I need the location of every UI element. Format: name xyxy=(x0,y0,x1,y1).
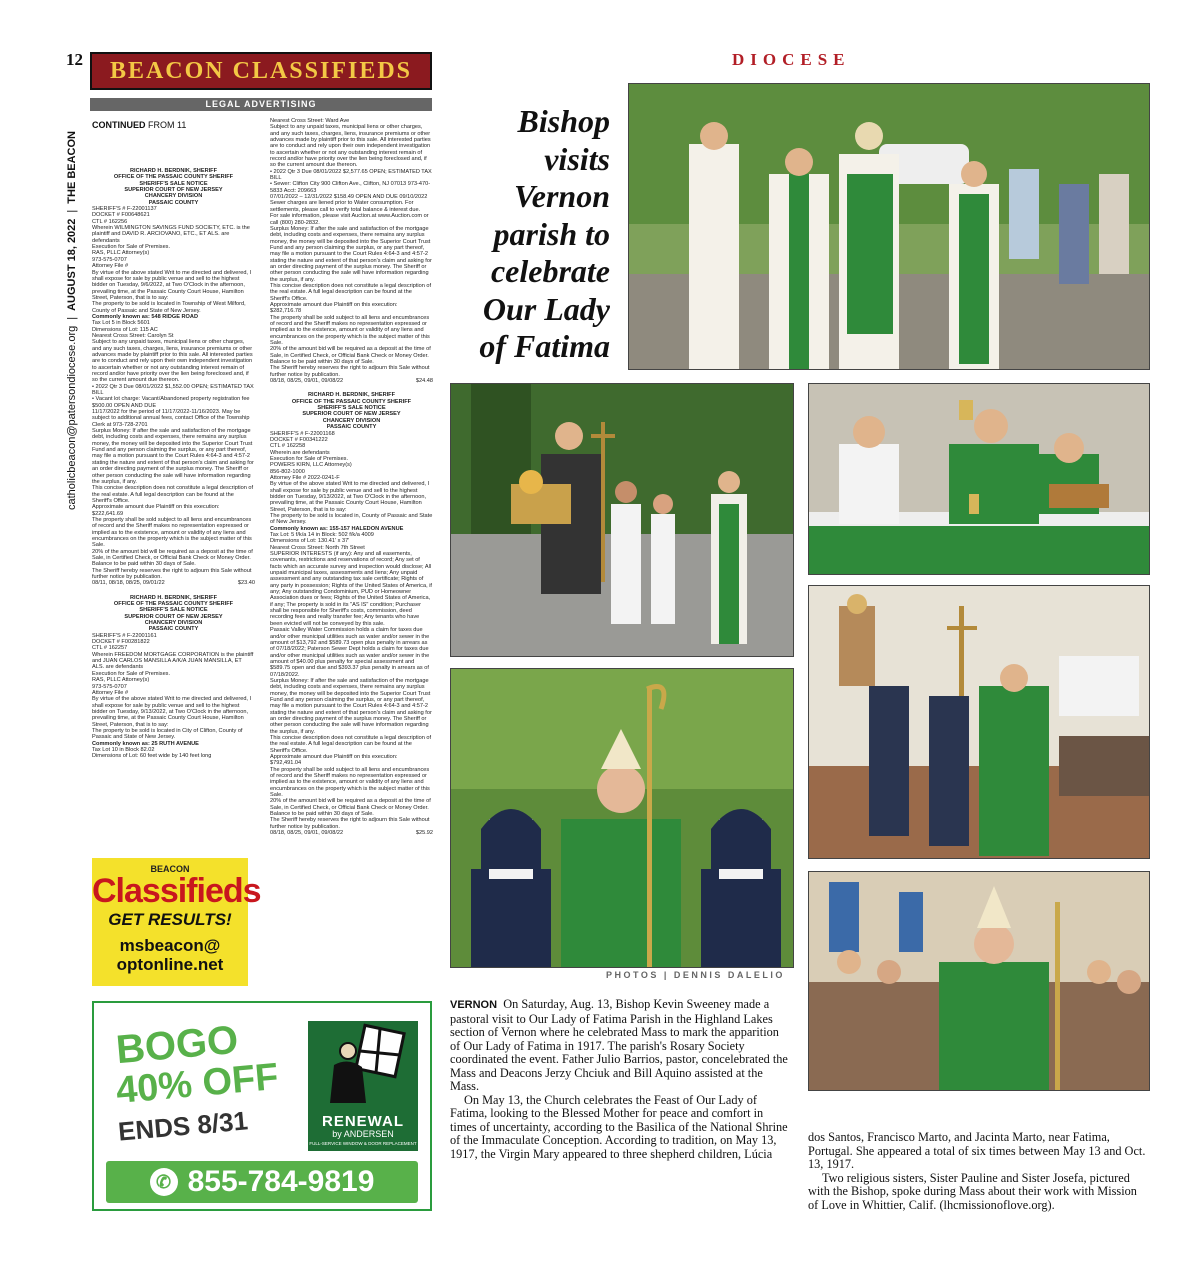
notice-heading-line: SHERIFF'S SALE NOTICE xyxy=(139,607,208,614)
article-headline xyxy=(470,103,610,366)
email-part-2: optonline.net xyxy=(116,955,224,974)
notice-line: 856-802-1000 xyxy=(270,468,305,475)
notice-line: This concise description does not constitute a legal description of the real estate. A full legal description can be found at the Sheriff's Office. xyxy=(92,485,254,504)
legal-column-1 xyxy=(92,168,255,848)
headline-line: celebrate xyxy=(490,253,610,289)
brand-subtitle: FULL-SERVICE WINDOW & DOOR REPLACEMENT xyxy=(309,1141,417,1146)
photo-procession-flowers xyxy=(450,383,794,657)
notice-line: Surplus Money: If after the sale and satisfaction of the mortgage debt, including costs and expenses, there remains any surplus money, the money will be deposited into the Superior Court Trust Fund and any person claiming the surplus, or any part thereof, may file a motion pursuant to the Court Rules 4:64-3 and 4:57-2 stating the nature and extent of that person's claim and asking for an order directing payment of the surplus money. The Sheriff or other person conducting the sale will have information regarding the surplus, if any. xyxy=(270,677,432,735)
notice-line: Nearest Cross Street: Ward Ave xyxy=(270,118,350,124)
headline-line: of Fatima xyxy=(479,328,610,364)
notice-heading-line: SUPERIOR COURT OF NEW JERSEY xyxy=(302,411,401,418)
notice-line: The property shall be sold subject to all liens and encumbrances of record and the Sheriff makes no representation expressed or implied as to the existence, amount or validity of any liens and encumbrances on the property which is the subject matter of this Sale. xyxy=(270,314,430,347)
notice-3-heading xyxy=(270,392,433,430)
notice-dates: 08/18, 08/25, 09/01, 09/08/22 xyxy=(270,830,344,837)
notice-line: For sale information, please visit Auction.at www.Auction.com or call (800) 280-2832. xyxy=(270,213,429,226)
notice-heading-line: RICHARD H. BERDNIK, SHERIFF xyxy=(129,594,217,601)
notice-line: By virtue of the above stated Writ to me directed and delivered, I shall expose for sale by public venue and sell to the highest bidder on Tuesday, 9/13/2022, at Two O'Clock in the afternoon, prevailing time, at the Passaic County Court House, Hamilton Street, Paterson, that is to say: xyxy=(270,481,430,513)
article-body-column-1 xyxy=(450,998,792,1161)
ad-bogo-text: BOGO xyxy=(114,1017,240,1073)
notice-line: POWERS KIRN, LLC Attorney(s) xyxy=(270,462,352,469)
notice-line: This concise description does not constitute a legal description of the real estate. A full legal description can be found at the Sheriff's Office. xyxy=(270,282,432,302)
notice-line: CTL # 162256 xyxy=(92,218,128,225)
classifieds-ad-email[interactable] xyxy=(92,936,248,974)
photo-bishop-aisle xyxy=(808,871,1150,1091)
notice-line: Execution for Sale of Premises. xyxy=(270,455,349,462)
article-paragraph: On May 13, the Church celebrates the Feast of Our Lady of Fatima, looking to the Blessed Mother for peace and comfort in times of uncertainty, according to the Basilica of the National Shrine of the Immaculate Conception. According to tradition, on May 13, 1917, the Virgin Mary appeared to three shepherd children, Lúcia xyxy=(450,1092,788,1161)
notice-line: By virtue of the above stated Writ to me directed and delivered, I shall expose for sale by public venue and sell to the highest bidder on Tuesday, 9/6/2022, at Two O'Clock in the afternoon, prevailing time, at the Passaic County Court House, Hamilton Street, Paterson, that is to say: xyxy=(92,269,252,301)
legal-column-2 xyxy=(270,118,433,988)
notice-line: Execution for Sale of Premises. xyxy=(92,670,171,677)
notice-line: 20% of the amount bid will be required as a deposit at the time of Sale, in Certified Check, or Official Bank Check or Money Order. Balance to be paid within 30 days of Sale. xyxy=(92,548,253,568)
notice-2-heading xyxy=(92,595,255,633)
notice-price: $23.40 xyxy=(237,580,255,587)
ad-phone-bar[interactable] xyxy=(106,1161,418,1203)
notice-heading-line: RICHARD H. BERDNIK, SHERIFF xyxy=(129,168,217,174)
headline-line: Bishop xyxy=(517,103,610,139)
notice-line: Tax Lot 10 in Block 82.02 xyxy=(92,746,155,753)
headline-line: visits xyxy=(544,140,610,177)
photo-credit: PHOTOS | DENNIS DALELIO xyxy=(606,970,785,980)
notice-1-body xyxy=(92,206,255,587)
notice-dates: 08/11, 08/18, 08/25, 09/01/22 xyxy=(92,580,165,587)
renewal-logo xyxy=(308,1021,418,1151)
notice-line: SHERIFF'S # F-22001161 xyxy=(92,632,157,639)
notice-line: Wherein WILMINGTON SAVINGS FUND SOCIETY, ETC. is the plaintiff and DAVID R. ARCIOVANO, ETC., ET ALS. are defendants xyxy=(92,225,250,244)
notice-dates: 08/18, 08/25, 09/01, 09/08/22 xyxy=(270,378,344,385)
article-body-column-2 xyxy=(808,1131,1150,1212)
notice-heading-line: PASSAIC COUNTY xyxy=(326,424,377,431)
section-label: DIOCESE xyxy=(732,50,851,69)
notice-line: SUPERIOR INTERESTS (if any): Any and all easements, covenants, restrictions and reservations of record; Any set of facts which an accurate survey and inspection would disclose; All unpaid municipal taxes, assessments and liens; Any unpaid assessment and any outstanding tax sale certificate; Rights of any party in possession; Rights of the United States of America, if any; Any outstanding Condominium, PUD or Homeowner Association dues or fees; Rights of the United States of America, if any; The property is sold in its "AS IS" condition; Purchaser shall be responsible for Sheriff's costs, commission, deed recording fees and realty transfer fee; Any tenants who have been evicted will not be conveyed by this sale. xyxy=(270,551,432,627)
notice-heading-line: CHANCERY DIVISION xyxy=(144,620,203,627)
continued-word: CONTINUED xyxy=(92,120,146,130)
notice-line: Commonly known as: 548 RIDGE ROAD xyxy=(92,313,198,320)
issue-date: AUGUST 18, 2022 xyxy=(66,218,78,311)
notice-heading-line: PASSAIC COUNTY xyxy=(148,199,199,206)
notice-line: CTL # 162258 xyxy=(270,443,306,450)
notice-line: Approximate amount due Plaintiff on this execution: xyxy=(270,754,398,761)
continued-from: FROM 11 xyxy=(148,120,187,130)
classifieds-ad-top: BEACON xyxy=(150,864,190,874)
ad-discount-text: 40% OFF xyxy=(114,1055,281,1113)
notice-line: 973-575-0707 xyxy=(92,256,127,263)
notice-line: Wherein FREEDOM MORTGAGE CORPORATION is the plaintiff and JUAN CARLOS MANSILLA A/K/A JUAN MANSILLA, ET ALS. are defendants xyxy=(92,651,254,671)
notice-heading-line: SHERIFF'S SALE NOTICE xyxy=(317,405,386,412)
notice-line: Attorney File # 2022-0241-F xyxy=(270,474,340,481)
phone-icon: ✆ xyxy=(150,1168,178,1196)
notice-line: Commonly known as: 155-157 HALEDON AVENUE xyxy=(270,525,404,532)
notice-line: Sewer charges are liened prior to Water consumption. For settlements, please call to verify total balance & interest due. xyxy=(270,200,421,213)
notice-3-footer xyxy=(270,830,433,836)
photo-bishop-sisters xyxy=(450,668,794,968)
publication-name: THE BEACON xyxy=(66,130,78,204)
classifieds-ad-tagline: GET RESULTS! xyxy=(108,910,232,929)
notice-3-body xyxy=(270,431,433,837)
article-paragraph: Two religious sisters, Sister Pauline and Sister Josefa, pictured with the Bishop, spoke during Mass about their work with Mission of Love in Whittier, Calif. (lhcmissionoflove.org). xyxy=(808,1170,1137,1212)
notice-line: $222,641.69 xyxy=(92,510,124,517)
notice-line: • 2022 Qtr 3 Due 08/01/2022 $1,552.00 OPEN; ESTIMATED TAX BILL xyxy=(92,383,254,397)
email-part-1: msbeacon@ xyxy=(119,936,221,955)
notice-line: $792,491.04 xyxy=(270,760,302,767)
notice-line: RAS, PLLC Attorney(s) xyxy=(92,250,150,257)
notice-2-body xyxy=(92,633,255,760)
notice-heading-line: OFFICE OF THE PASSAIC COUNTY SHERIFF xyxy=(291,398,412,405)
notice-line: Nearest Cross Street: Carolyn St xyxy=(92,332,174,339)
photo-altar-consecration xyxy=(808,383,1150,575)
notice-heading-line: OFFICE OF THE PASSAIC COUNTY SHERIFF xyxy=(113,601,234,608)
notice-heading-line: SUPERIOR COURT OF NEW JERSEY xyxy=(124,613,223,620)
notice-line: SHERIFF'S # F-22001168 xyxy=(270,430,335,437)
notice-line: The Sheriff hereby reserves the right to adjourn this Sale without further notice by publication. xyxy=(270,365,430,378)
sidebar-strip: catholicbeacon@patersondiocese.org | AUGUST 18, 2022 | THE BEACON xyxy=(66,130,78,510)
window-installer-icon xyxy=(308,1021,418,1111)
notice-line: SHERIFF'S # F-22001137 xyxy=(92,206,157,213)
notice-line: This concise description does not constitute a legal description of the real estate. A full legal description can be found at the Sheriff's Office. xyxy=(270,735,432,754)
notice-line: Tax Lot: 5 f/k/a 14 in Block: 502 f/k/a 4009 xyxy=(270,532,374,538)
notice-line: The Sheriff hereby reserves the right to adjourn this Sale without further notice by publication. xyxy=(92,567,252,580)
notice-line: Attorney File # xyxy=(92,689,129,696)
page-number: 12 xyxy=(66,50,83,69)
notice-line: 20% of the amount bid will be required as a deposit at the time of Sale, in Certified Check, or Official Bank Check or Money Order. Balance to be paid within 30 days of Sale. xyxy=(270,798,431,818)
notice-line: Subject to any unpaid taxes, municipal liens or other charges, and any such taxes, charges, liens, insurance premiums or other advances made by plaintiff prior to this sale. All interested parties are to conduct and rely upon their own independent investigation to ascertain whether or not any outstanding interest remain of record and/or have priority over the lien being foreclosed and, if so the current amount due thereon. xyxy=(270,124,431,169)
notice-line: Execution for Sale of Premises. xyxy=(92,244,171,251)
notice-line: The property to be sold is located in Township of West Milford, County of Passaic and State of New Jersey. xyxy=(92,301,246,314)
notice-heading-line: RICHARD H. BERDNIK, SHERIFF xyxy=(307,392,395,399)
brand-renewal: RENEWAL xyxy=(322,1113,404,1130)
notice-line: Dimensions of Lot: 130.41' x 37' xyxy=(270,538,350,545)
notice-line: Commonly known as: 25 RUTH AVENUE xyxy=(92,740,199,747)
headline-line: Our Lady xyxy=(482,290,610,327)
continued-label xyxy=(92,120,186,130)
notice-heading-line: CHANCERY DIVISION xyxy=(144,193,203,200)
brand-by-andersen: by ANDERSEN xyxy=(332,1129,394,1139)
notice-line: DOCKET # F00648621 xyxy=(92,212,150,219)
notice-line: Subject to any unpaid taxes, municipal liens or other charges, and any such taxes, charges, liens, insurance premiums or other advances made by plaintiff prior to this sale. All interested parties are to conduct and rely upon their own independent investigation to ascertain whether or not any outstanding interest remain of record and/or have priority over the lien being foreclosed and, if so the current amount due thereon. xyxy=(92,339,253,384)
notice-line: CTL # 162257 xyxy=(92,645,128,652)
notice-heading-line: SUPERIOR COURT OF NEW JERSEY xyxy=(124,187,223,194)
notice-line: 20% of the amount bid will be required as a deposit at the time of Sale, in Certified Check, or Official Bank Check or Money Order. Balance to be paid within 30 days of Sale. xyxy=(270,346,431,366)
notice-line: 07/01/2022 – 12/31/2022 $158.49 OPEN AND DUE 09/10/2022 xyxy=(270,194,428,201)
notice-line: Surplus Money: If after the sale and satisfaction of the mortgage debt, including costs and expenses, there remains any surplus money, the money will be deposited into the Superior Court Trust Fund and any person claiming the surplus, or any part thereof, may file a motion pursuant to the Court Rules 4:64-3 and 4:57-2 stating the nature and extent of that person's claim and asking for an order directing payment of the surplus money. The Sheriff or other person conducting the sale will have information regarding the surplus, if any. xyxy=(92,428,254,485)
site-email: catholicbeacon@patersondiocese.org xyxy=(66,325,78,510)
notice-line: Dimensions of Lot: 115 AC xyxy=(92,326,158,333)
notice-line: DOCKET # F00281822 xyxy=(92,639,150,646)
notice-line: The property to be sold is located in City of Clifton, County of Passaic and State of New Jersey. xyxy=(92,727,243,741)
notice-3 xyxy=(270,392,433,836)
photo-procession-clergy xyxy=(628,83,1150,370)
notice-line: 11/17/2022 for the period of 11/17/2022-11/16/2023. May be subject to additional annual fees, contact Office of the Township Clerk at 973-728-2701 xyxy=(92,409,250,428)
ad-ends-text: ENDS 8/31 xyxy=(116,1105,250,1147)
notice-line: The property shall be sold subject to all liens and encumbrances of record and the Sheriff makes no representation expressed or implied as to the existence, amount or validity of any liens and encumbrances on the property which is the subject matter of this Sale. xyxy=(270,766,430,799)
notice-line: Approximate amount due Plaintiff on this execution: xyxy=(92,504,220,511)
notice-line: Tax Lot 5 in Block 5601 xyxy=(92,320,150,327)
headline-line: parish to xyxy=(493,215,610,252)
notice-1-heading xyxy=(92,168,255,206)
notice-line: Dimensions of Lot: 60 feet wide by 140 feet long xyxy=(92,753,212,760)
notice-heading-line: PASSAIC COUNTY xyxy=(148,626,199,633)
notice-line: Attorney File # xyxy=(92,263,129,270)
notice-line: $282,716.78 xyxy=(270,308,302,315)
article-dateline: VERNON xyxy=(450,999,498,1011)
notice-1 xyxy=(92,168,255,587)
notice-line: Approximate amount due Plaintiff on this execution: xyxy=(270,301,398,308)
notice-heading-line: OFFICE OF THE PASSAIC COUNTY SHERIFF xyxy=(113,174,234,181)
notice-line: Surplus Money: If after the sale and satisfaction of the mortgage debt, including costs and expenses, there remains any surplus money, the money will be deposited into the Superior Court Trust Fund and any person claiming the surplus, or any part thereof, may file a motion pursuant to the Court Rules 4:64-3 and 4:57-2 stating the nature and extent of that person's claim and asking for an order directing payment of the surplus money. The Sheriff or other person conducting the sale will have information regarding the surplus, if any. xyxy=(270,225,432,283)
notice-line: • Vacant lot charge: Vacant/Abandoned property registration fee $500.00 OPEN AND DUE xyxy=(92,396,250,409)
notice-line: The Sheriff hereby reserves the right to adjourn this Sale without further notice by publication. xyxy=(270,817,430,830)
classifieds-ad-title: Classifieds xyxy=(92,872,261,910)
notice-price: $24.48 xyxy=(415,378,433,385)
notice-price: $25.92 xyxy=(415,830,433,837)
notice-line: By virtue of the above stated Writ to me directed and delivered, I shall expose for sale by public venue and sell to the highest bidder on Tuesday, 9/13/2022, at Two O'Clock in the afternoon, prevailing time, at the Passaic County Court House, Hamilton Street, Paterson, that is to say: xyxy=(92,696,252,728)
notice-line: RAS, PLLC Attorney(s) xyxy=(92,677,150,684)
classifieds-ad[interactable] xyxy=(92,858,261,986)
notice-line: The property to be sold is located in, County of Passaic and State of New Jersey. xyxy=(270,512,433,526)
classifieds-banner: BEACON CLASSIFIEDS xyxy=(90,52,432,90)
notice-line: Passaic Valley Water Commission holds a claim for taxes due and/or other municipal utilities such as water and/or sewer in the amount of $13,792 and $589.73 open plus penalty in arrears as of 07/18/2022; Paterson Sewer Dept holds a claim for taxes due and/or other municipal utilities such as water and/or sewer in the amount of $40.00 plus penalty for special assessment and $589.75 open and due and $393.37 plus penalty in arrears as of 07/18/2022. xyxy=(270,627,430,678)
notice-line: 973-575-0707 xyxy=(92,683,127,690)
legal-advertising-bar: LEGAL ADVERTISING xyxy=(90,98,432,111)
notice-heading-line: CHANCERY DIVISION xyxy=(322,417,381,424)
article-paragraph: dos Santos, Francisco Marto, and Jacinta Marto, near Fatima, Portugal. She appeared a total of six times between May 13 and Oct. 13, 1917. xyxy=(808,1130,1146,1171)
photo-church-interior xyxy=(808,585,1150,859)
notice-line: The property shall be sold subject to all liens and encumbrances of record and the Sheriff makes no representation expressed or implied as to the existence, amount or validity of any liens and encumbrances on the property which is the subject matter of this Sale. xyxy=(92,516,252,549)
notice-heading-line: SHERIFF'S SALE NOTICE xyxy=(139,180,208,187)
notice-line: Wherein are defendants xyxy=(270,449,330,456)
notice-2 xyxy=(92,595,255,760)
notice-line: • 2022 Qtr 3 Due 08/01/2022 $2,577.65 OPEN; ESTIMATED TAX BILL xyxy=(270,168,432,182)
notice-line: DOCKET # F00341222 xyxy=(270,436,328,443)
notice-line: Nearest Cross Street: North 7th Street xyxy=(270,544,365,551)
renewal-andersen-ad[interactable] xyxy=(92,1001,432,1211)
ad-phone-number: 855-784-9819 xyxy=(187,1165,375,1198)
notice-line: • Sewer: Clifton City 900 Clifton Ave., Clifton, NJ 07013 973-470-5833 Acct: 209663 xyxy=(270,181,431,194)
article-paragraph: On Saturday, Aug. 13, Bishop Kevin Sweeney made a pastoral visit to Our Lady of Fatima Parish in the Highland Lakes section of Vernon where he celebrated Mass to mark the apparition of Our Lady of Fatima in 1917. The parish's Rosary Society coordinated the event. Father Julio Barrios, pastor, concelebrated the Mass and Deacons Jerzy Chciuk and Bill Aquino assisted at the Mass. xyxy=(450,997,788,1093)
headline-line: Vernon xyxy=(513,178,610,214)
